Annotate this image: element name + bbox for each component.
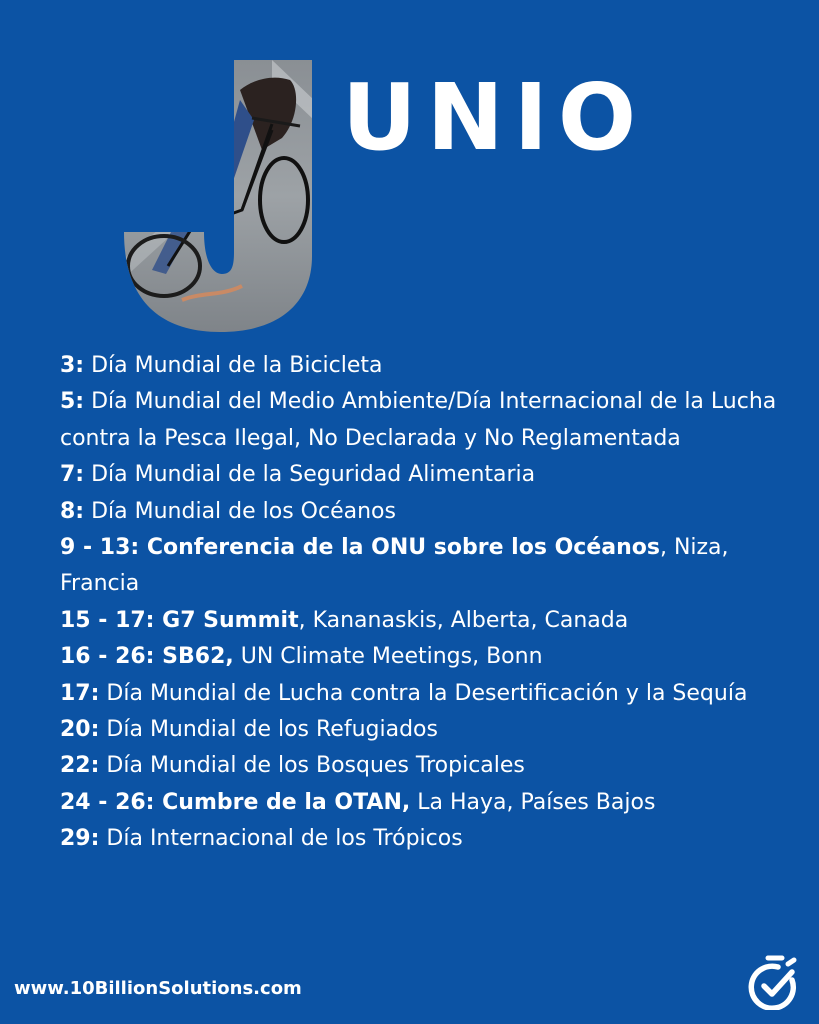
month-title: UNIO xyxy=(342,64,647,171)
event-highlight: Conferencia de la ONU sobre los Océanos xyxy=(139,535,660,561)
event-highlight: G7 Summit xyxy=(154,607,299,633)
event-description: Día Mundial de la Bicicleta xyxy=(84,353,383,378)
event-description: Día Mundial de Lucha contra la Desertificación y la Sequía xyxy=(99,680,748,706)
event-description: , Kananaskis, Alberta, Canada xyxy=(298,607,629,633)
event-description: La Haya, Países Bajos xyxy=(410,789,656,815)
event-description: Día Mundial de la Seguridad Alimentaria xyxy=(84,462,536,488)
event-date: 7: xyxy=(60,462,85,488)
stopwatch-check-icon xyxy=(748,954,802,1010)
event-item xyxy=(60,530,780,603)
event-date: 16 - 26: xyxy=(60,644,155,670)
event-description: Día Mundial de los Océanos xyxy=(84,498,396,524)
event-date: 15 - 17: xyxy=(60,607,155,633)
event-date: 3: xyxy=(60,353,85,378)
event-description: UN Climate Meetings, Bonn xyxy=(233,644,543,670)
event-date: 24 - 26: xyxy=(60,789,155,815)
event-item xyxy=(60,676,780,712)
event-description: , Niza, Francia xyxy=(60,535,729,597)
event-highlight: SB62, xyxy=(154,644,234,670)
event-highlight: Cumbre de la OTAN, xyxy=(154,789,411,815)
event-item xyxy=(60,457,780,493)
website-url[interactable]: www.10BillionSolutions.com xyxy=(14,978,302,999)
event-item xyxy=(60,748,780,784)
event-item xyxy=(60,494,780,530)
event-item xyxy=(60,639,780,675)
event-date: 9 - 13: xyxy=(60,535,140,561)
event-date: 29: xyxy=(60,826,100,852)
event-description: Día Internacional de los Trópicos xyxy=(99,826,463,852)
event-date: 8: xyxy=(60,498,85,524)
event-date: 17: xyxy=(60,680,100,706)
event-description: Día Mundial del Medio Ambiente/Día Internacional de la Lucha contra la Pesca Ilegal, No Declarada y No Reglamentada xyxy=(60,389,777,451)
event-date: 22: xyxy=(60,753,100,779)
event-item xyxy=(60,821,780,857)
event-item xyxy=(60,348,780,384)
event-item xyxy=(60,603,780,639)
letter-j-photo xyxy=(122,60,314,332)
event-item xyxy=(60,384,780,457)
event-description: Día Mundial de los Bosques Tropicales xyxy=(99,753,525,779)
event-item xyxy=(60,712,780,748)
event-list xyxy=(60,348,780,858)
event-description: Día Mundial de los Refugiados xyxy=(99,717,438,743)
event-date: 20: xyxy=(60,717,100,743)
event-date: 5: xyxy=(60,389,85,415)
event-item xyxy=(60,785,780,821)
